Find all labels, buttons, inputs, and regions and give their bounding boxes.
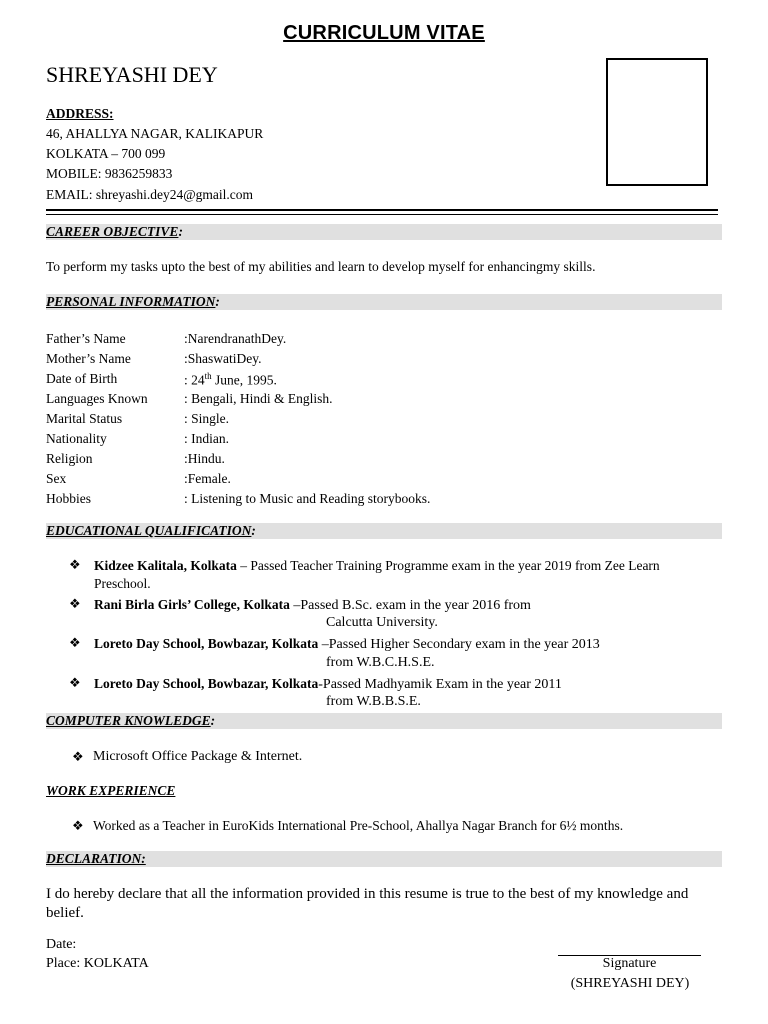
career-objective-text: To perform my tasks upto the best of my abilities and learn to develop myself for enhancingmy skills.	[46, 259, 596, 274]
header-divider	[46, 209, 718, 211]
date-label: Date:	[46, 937, 77, 952]
education-detail: -Passed Madhyamik Exam in the year 2011	[318, 677, 562, 692]
email-line: EMAIL: shreyashi.dey24@gmail.com	[46, 187, 254, 202]
document-title: CURRICULUM VITAE	[283, 22, 485, 44]
personal-value: : Single.	[184, 411, 230, 426]
section-work-experience: WORK EXPERIENCE	[46, 783, 176, 798]
declaration-text: I do hereby declare that all the information provided in this resume is true to the best of my knowledge and belief.	[46, 886, 689, 921]
personal-label: Father’s Name	[46, 331, 126, 346]
education-item	[94, 596, 714, 615]
bullet-icon: ❖	[72, 818, 84, 833]
signer-name: (SHREYASHI DEY)	[570, 976, 690, 991]
institution: Kidzee Kalitala, Kolkata	[94, 558, 237, 573]
header-divider-thin	[46, 214, 718, 215]
personal-label: Date of Birth	[46, 371, 118, 386]
candidate-name: SHREYASHI DEY	[46, 62, 218, 87]
personal-value: : Bengali, Hindi & English.	[184, 391, 333, 406]
section-heading: CAREER OBJECTIVE	[46, 224, 179, 239]
education-item	[94, 557, 714, 593]
institution: Loreto Day School, Bowbazar, Kolkata	[94, 636, 319, 651]
personal-value: :Female.	[184, 471, 231, 486]
photo-placeholder	[606, 58, 708, 186]
computer-knowledge-item: Microsoft Office Package & Internet.	[93, 749, 303, 764]
personal-label: Mother’s Name	[46, 351, 131, 366]
education-continuation: from W.B.C.H.S.E.	[326, 655, 435, 670]
section-colon: :	[178, 224, 183, 239]
signature-label: Signature	[602, 956, 657, 971]
personal-label: Hobbies	[46, 491, 91, 506]
dob-post: June, 1995.	[211, 372, 277, 388]
personal-label: Sex	[46, 471, 67, 486]
education-item	[94, 635, 714, 654]
section-career-objective	[46, 224, 722, 240]
section-educational-qualification	[46, 523, 722, 539]
section-colon: :	[210, 713, 216, 728]
personal-value: :Hindu.	[184, 451, 225, 466]
bullet-icon: ❖	[69, 557, 81, 572]
personal-label: Marital Status	[46, 411, 123, 426]
education-continuation: from W.B.B.S.E.	[326, 694, 421, 709]
section-colon: :	[215, 294, 220, 309]
bullet-icon: ❖	[72, 749, 84, 764]
personal-value: : Indian.	[184, 431, 229, 446]
section-heading: EDUCATIONAL QUALIFICATION	[46, 523, 252, 538]
dob-sup: th	[204, 371, 212, 381]
education-detail: –Passed B.Sc. exam in the year 2016 from	[289, 598, 531, 613]
place-label: Place: KOLKATA	[46, 956, 149, 971]
work-experience-item: Worked as a Teacher in EuroKids International Pre-School, Ahallya Nagar Branch for 6½ months.	[93, 818, 624, 833]
section-heading: PERSONAL INFORMATION	[46, 294, 216, 309]
section-colon: :	[251, 523, 256, 538]
personal-label: Languages Known	[46, 391, 148, 406]
personal-value: :NarendranathDey.	[184, 331, 287, 346]
education-detail: –Passed Higher Secondary exam in the year 2013	[318, 637, 600, 652]
section-declaration	[46, 851, 722, 867]
address-label: ADDRESS:	[46, 106, 114, 121]
bullet-icon: ❖	[69, 596, 81, 611]
section-personal-information	[46, 294, 722, 310]
institution: Loreto Day School, Bowbazar, Kolkata	[94, 676, 319, 691]
section-heading: DECLARATION:	[46, 851, 146, 866]
personal-label: Religion	[46, 451, 93, 466]
personal-value: : Listening to Music and Reading storybooks.	[184, 491, 431, 506]
institution: Rani Birla Girls’ College, Kolkata	[94, 597, 290, 612]
education-item	[94, 675, 714, 694]
personal-value: :ShaswatiDey.	[184, 351, 262, 366]
section-heading: COMPUTER KNOWLEDGE	[46, 713, 211, 728]
address-line-1: 46, AHALLYA NAGAR, KALIKAPUR	[46, 126, 264, 141]
education-detail: – Passed Teacher Training Programme exam in the year 2019 from Zee Learn Preschool.	[94, 558, 660, 591]
personal-label: Nationality	[46, 431, 107, 446]
bullet-icon: ❖	[69, 635, 81, 650]
education-continuation: Calcutta University.	[326, 615, 438, 630]
section-computer-knowledge	[46, 713, 722, 729]
bullet-icon: ❖	[69, 675, 81, 690]
dob-pre: : 24	[184, 372, 205, 388]
address-line-2: KOLKATA – 700 099	[46, 146, 166, 161]
mobile-line: MOBILE: 9836259833	[46, 166, 173, 181]
personal-value	[184, 371, 277, 389]
